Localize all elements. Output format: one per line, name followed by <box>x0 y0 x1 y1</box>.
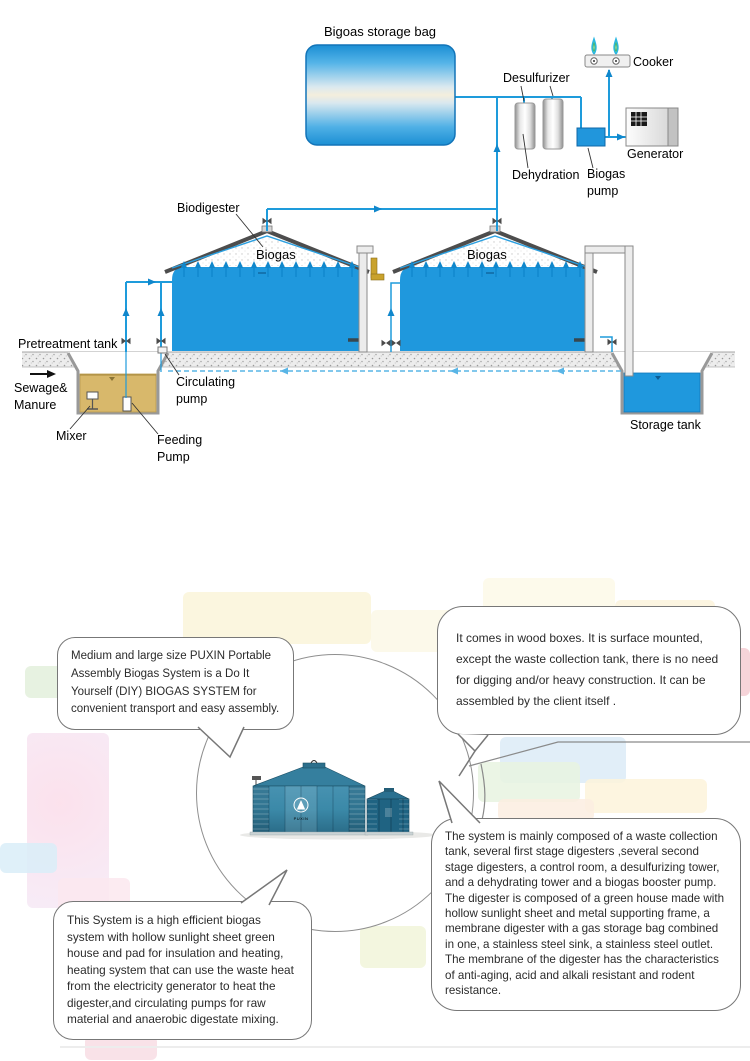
peak-fitting <box>490 226 500 232</box>
sewage-inlet-arrow <box>30 370 56 378</box>
biogas-pump-symbol <box>577 128 605 146</box>
bubble-top-right-text: It comes in wood boxes. It is surface mounted, except the waste collection tank, there is no need for digging and/or heavy construction. It can be assembled by the client itself . <box>456 631 719 708</box>
treatment-cylinders <box>515 99 563 149</box>
cooker-symbol <box>585 39 630 67</box>
label-biogas-pump-1: Biogas <box>587 167 626 181</box>
product-photo <box>233 742 443 842</box>
desulfurizer-cylinder <box>543 99 563 149</box>
label-mixer: Mixer <box>56 429 87 443</box>
transfer-elbow <box>371 258 384 280</box>
label-sewage-1: Sewage& <box>14 381 68 395</box>
bubble-tail-bottom-left <box>233 867 303 909</box>
label-feeding-2: Pump <box>157 450 190 464</box>
label-desulfurizer: Desulfurizer <box>503 71 570 85</box>
secondary-digester-tank <box>365 788 413 835</box>
bubble-bottom-left <box>53 901 312 1040</box>
label-biogas-pump-2: pump <box>587 184 619 198</box>
dehydration-cylinder <box>515 103 535 149</box>
bubble-tail-bottom-right <box>436 776 496 826</box>
bubble-top-left-text: Medium and large size PUXIN Portable Assembly Biogas System is a Do It Yourself (DIY) BIOGAS SYSTEM for convenient transport and easy assembly. <box>71 650 280 716</box>
label-biogas-left: Biogas <box>256 247 296 262</box>
circulation-pipe <box>168 368 622 375</box>
bottom-divider <box>60 1046 750 1048</box>
flame-icon <box>592 39 596 54</box>
diagram-canvas <box>0 0 750 530</box>
biogas-storage-bag <box>306 45 455 145</box>
biodigester-left <box>165 226 369 351</box>
label-circulating-2: pump <box>176 392 208 406</box>
label-feeding-1: Feeding <box>157 433 203 447</box>
bubble-top-right <box>437 606 741 735</box>
pastel-tile <box>0 843 57 873</box>
brand-text: PUXIN <box>293 816 309 821</box>
bubble-tail-top-right <box>446 729 502 781</box>
label-storage-bag: Bigoas storage bag <box>324 24 437 39</box>
pastel-tile <box>360 926 426 968</box>
bubble-tail-top-left <box>190 724 260 764</box>
circulating-pump-symbol <box>158 347 167 353</box>
label-sewage-2: Manure <box>14 398 57 412</box>
label-biodigester: Biodigester <box>177 201 240 215</box>
biodigester-right <box>393 226 597 351</box>
bubble-bottom-right <box>431 818 741 1011</box>
bubble-bottom-left-text: This System is a high efficient biogas system with hollow sunlight sheet green house and pad for insulation and heating, heating system that can use the waste heat from the electricity generator to heat the digester,and circulating pumps for raw material and anaerobic digestate mixing. <box>67 913 294 1027</box>
label-pretreatment-tank: Pretreatment tank <box>18 337 118 351</box>
bubble-bottom-right-text: The system is mainly composed of a waste collection tank, several first stage digesters ,several second stage digesters, a control room, a desulfurizing tower, and a dehydrating tower and a biogas booster pump. The digester is composed of a green house made with hollow sunlight sheet and metal supporting frame, a membrane digester with a gas storage bag combined in one, a stainless steel sink, a stainless steel outlet. The membrane of the digester has the characteristics of anti-aging, acid and alkali resistant and rodent resistance. <box>445 830 725 998</box>
label-generator: Generator <box>627 147 684 161</box>
label-circulating-1: Circulating <box>176 375 236 389</box>
digester-liquid <box>400 267 590 351</box>
label-dehydration: Dehydration <box>512 168 580 182</box>
main-digester-tank <box>250 761 368 836</box>
feeding-pump-symbol <box>123 397 131 411</box>
flame-icon <box>614 39 618 54</box>
storage-liquid <box>624 373 700 412</box>
label-biogas-right: Biogas <box>467 247 507 262</box>
digester-liquid <box>172 267 362 351</box>
biogas-flow-diagram <box>0 0 750 530</box>
bubble-top-left <box>57 637 294 730</box>
generator-symbol <box>626 108 678 146</box>
label-storage-tank: Storage tank <box>630 418 701 432</box>
label-cooker: Cooker <box>633 55 674 69</box>
